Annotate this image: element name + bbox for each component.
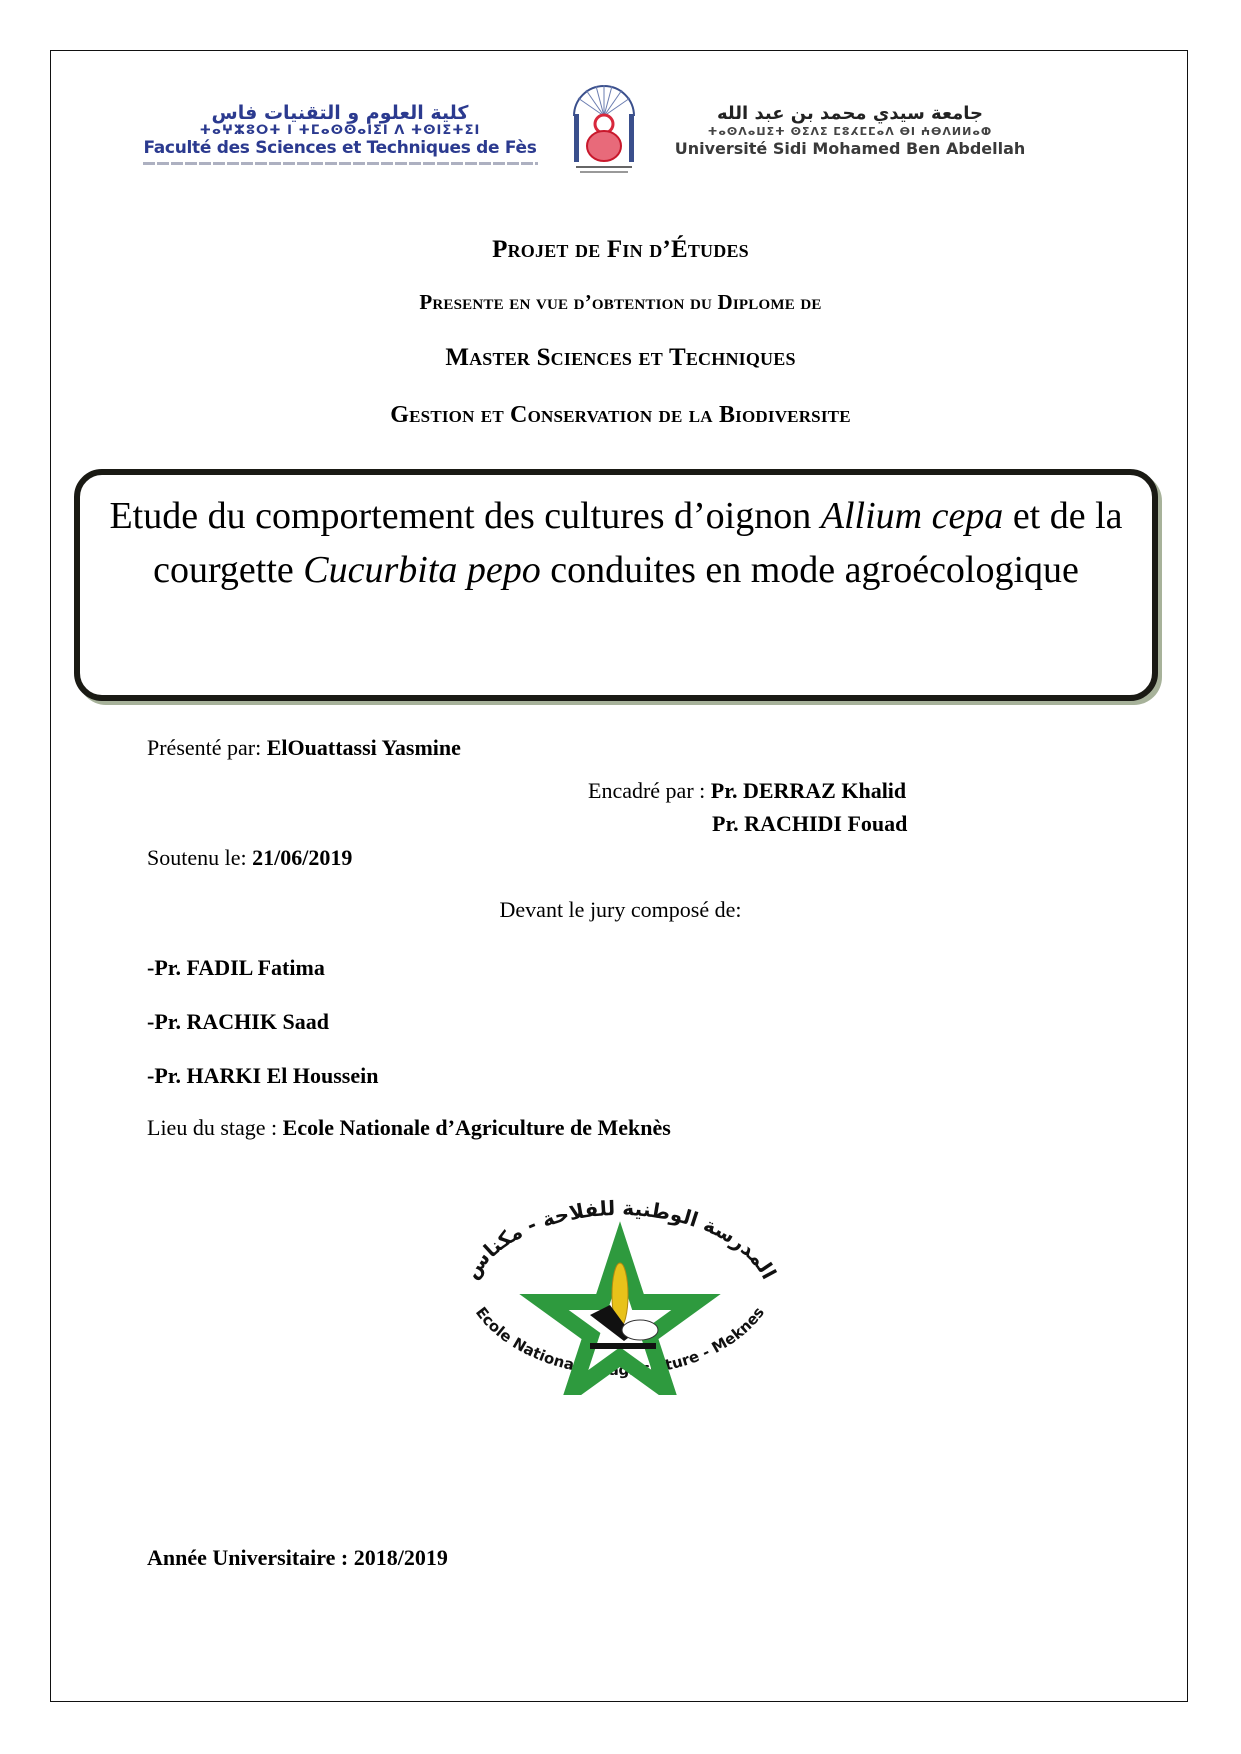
title-text-1: Etude du comportement des cultures d’oignon: [109, 495, 821, 537]
fst-arabic-name: كلية العلوم و التقنيات فاس: [211, 102, 469, 124]
usmba-emblem-icon: [568, 78, 640, 178]
defense-date-label: Soutenu le:: [147, 845, 253, 870]
internship-label: Lieu du stage :: [147, 1115, 283, 1140]
defense-date: [147, 845, 352, 871]
presented-by-value: ElOuattassi Yasmine: [266, 735, 461, 760]
fst-french-name: Faculté des Sciences et Techniques de Fès: [143, 138, 537, 158]
supervised-by-2: [712, 811, 907, 837]
jury-member: -Pr. RACHIK Saad: [147, 1009, 329, 1034]
jury-member: -Pr. HARKI El Houssein: [147, 1063, 379, 1088]
fst-decorative-rule: [143, 162, 538, 165]
presented-by-label: Présenté par:: [147, 735, 267, 760]
internship-value: Ecole Nationale d’Agriculture de Meknès: [282, 1115, 671, 1140]
heading-presented-for: Presente en vue d’obtention du Diplome de: [419, 290, 822, 314]
supervisor-2: Pr. RACHIDI Fouad: [712, 811, 908, 836]
svg-text:Ecole Nationale d'agriculture: Ecole Nationale d'agriculture - Meknes: [472, 1303, 768, 1380]
usmba-tifinagh-name: ⵜⴰⵙⴷⴰⵡⵉⵜ ⵙⵉⴷⵉ ⵎⵓⵃⵎⵎⴰⴷ ⴱⵏ ⵄⴱⴷⵍⵍⴰⵀ: [707, 125, 993, 138]
thesis-title: [80, 489, 1152, 597]
fst-tifinagh-name: ⵜⴰⵖⵣⵓⵔⵜ ⵏ ⵜⵎⴰⵙⵙⴰⵏⵉⵏ ⴷ ⵜⵙⵏⵉⵜⵉⵏ: [199, 123, 481, 138]
title-text-3: conduites en mode agroécologique: [540, 549, 1079, 591]
supervised-by: [588, 778, 906, 804]
academic-year: Année Universitaire : 2018/2019: [147, 1545, 448, 1570]
jury-member: -Pr. FADIL Fatima: [147, 955, 325, 980]
jury-intro: Devant le jury composé de:: [499, 897, 742, 922]
heading-degree: Master Sciences et Techniques: [445, 344, 796, 371]
title-species-1: Allium cepa: [820, 495, 1004, 537]
usmba-french-name: Université Sidi Mohamed Ben Abdellah: [674, 139, 1026, 158]
svg-text:المدرسة الوطنية للفلاحة - مكنا: المدرسة الوطنية للفلاحة - مكناس: [459, 1195, 782, 1284]
usmba-arabic-name: جامعة سيدي محمد بن عبد الله: [716, 103, 983, 124]
thesis-title-box: [74, 469, 1158, 701]
internship-location: [147, 1115, 671, 1141]
fst-logo: [140, 102, 540, 165]
usmba-logo: [670, 103, 1030, 159]
header-logos: [0, 70, 1241, 180]
supervisor-1: Pr. DERRAZ Khalid: [710, 778, 907, 803]
title-species-2: Cucurbita pepo: [303, 549, 541, 591]
ena-meknes-logo-icon: [440, 1195, 800, 1395]
heading-project: Projet de Fin d’Études: [492, 236, 749, 263]
presented-by: [147, 735, 461, 761]
supervised-by-label: Encadré par :: [588, 778, 711, 803]
defense-date-value: 21/06/2019: [252, 845, 353, 870]
heading-specialty: Gestion et Conservation de la Biodiversite: [390, 402, 851, 428]
title-text-2: et de la courgette: [153, 495, 1123, 591]
